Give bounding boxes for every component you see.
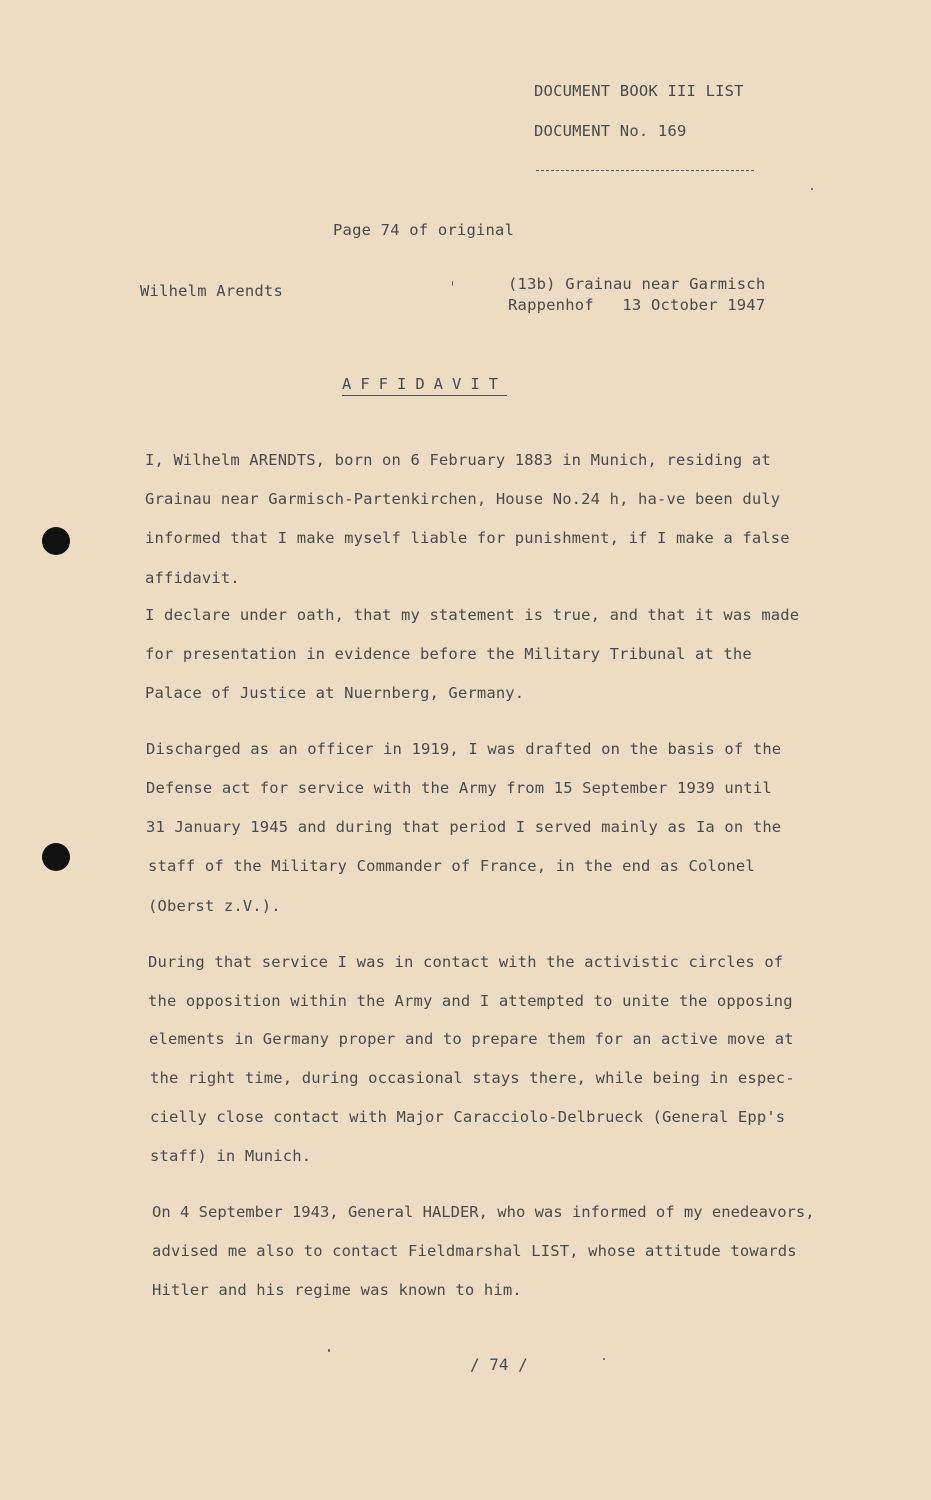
paper-speck <box>328 1349 330 1352</box>
body-line: 31 January 1945 and during that period I served mainly as Ia on the <box>146 818 782 836</box>
author-name: Wilhelm Arendts <box>140 282 283 300</box>
document-book-heading: DOCUMENT BOOK III LIST <box>534 82 744 100</box>
body-line: During that service I was in contact with the activistic circles of <box>148 953 784 971</box>
body-line: (Oberst z.V.). <box>148 897 281 915</box>
body-line: staff of the Military Commander of France, in the end as Colonel <box>148 857 755 875</box>
body-line: I, Wilhelm ARENDTS, born on 6 February 1883 in Munich, residing at <box>145 451 771 469</box>
address-line-2: Rappenhof 13 October 1947 <box>508 296 766 314</box>
page-number-footer: / 74 / <box>470 1355 528 1374</box>
dashed-separator <box>536 170 754 171</box>
body-line: Palace of Justice at Nuernberg, Germany. <box>145 684 525 702</box>
paper-speck <box>452 281 453 286</box>
body-line: Hitler and his regime was known to him. <box>152 1281 522 1299</box>
body-line: On 4 September 1943, General HALDER, who was informed of my enedeavors, <box>152 1203 815 1221</box>
paper-speck <box>603 1358 605 1360</box>
body-line: advised me also to contact Fieldmarshal LIST, whose attitude towards <box>152 1242 797 1260</box>
document-title: AFFIDAVIT <box>342 375 507 396</box>
punch-hole-bottom <box>42 843 70 871</box>
body-line: the opposition within the Army and I attempted to unite the opposing <box>148 992 793 1010</box>
address-line-1: (13b) Grainau near Garmisch <box>508 275 766 293</box>
body-line: for presentation in evidence before the Military Tribunal at the <box>145 645 752 663</box>
body-line: Defense act for service with the Army from 15 September 1939 until <box>146 779 772 797</box>
document-number: DOCUMENT No. 169 <box>534 122 687 140</box>
body-line: cielly close contact with Major Caracciolo-Delbrueck (General Epp's <box>150 1108 786 1126</box>
body-line: Discharged as an officer in 1919, I was drafted on the basis of the <box>146 740 782 758</box>
body-line: elements in Germany proper and to prepare them for an active move at <box>149 1030 794 1048</box>
body-line: I declare under oath, that my statement is true, and that it was made <box>145 606 800 624</box>
page-reference: Page 74 of original <box>333 221 515 239</box>
body-line: affidavit. <box>145 569 240 587</box>
punch-hole-top <box>42 527 70 555</box>
body-line: staff) in Munich. <box>150 1147 312 1165</box>
body-line: the right time, during occasional stays there, while being in espec- <box>150 1069 795 1087</box>
paper-speck <box>811 188 813 190</box>
body-line: informed that I make myself liable for punishment, if I make a false <box>145 529 790 547</box>
body-line: Grainau near Garmisch-Partenkirchen, House No.24 h, ha-ve been duly <box>145 490 781 508</box>
